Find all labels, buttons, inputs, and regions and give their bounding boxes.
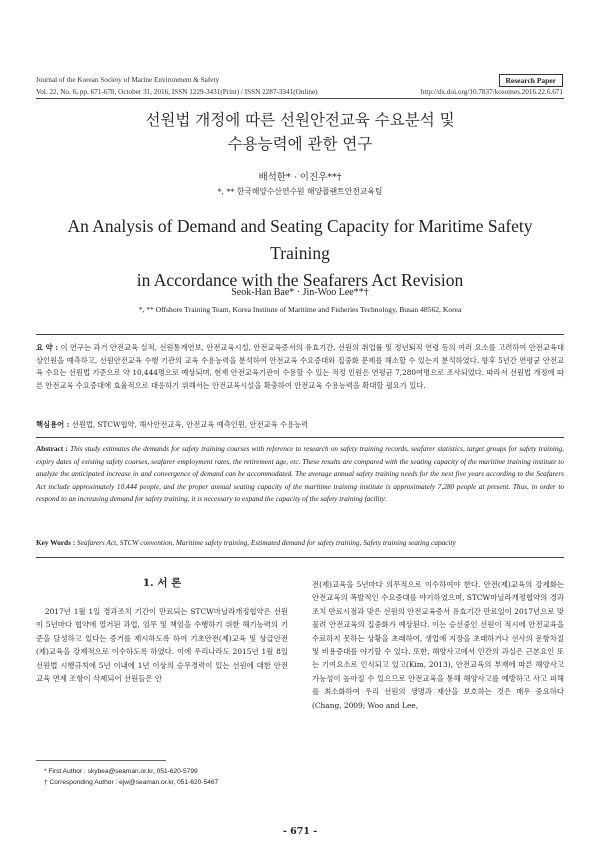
footnote-rule	[36, 760, 166, 761]
english-title-line-2: in Accordance with the Seafarers Act Revision	[136, 270, 464, 290]
english-title	[36, 213, 564, 294]
korean-keywords-text: 선원법, STCW협약, 해사안전교육, 안전교육 예측인원, 안전교육 수용능력	[71, 420, 309, 429]
english-abstract-text: This study estimates the demands for safety training courses with reference to research on safety training records, seafarer statistics, target groups for safety training, expiry dates of existing safety courses, seafarer employment rates, the retirement age, etc. These results are compared with the seating capacity of the maritime training institute to analyze the anticipated increase in and convergence of demand can be accommodated. The average annual safety training needs for the next five years according to the Seafarers Act include approximately 10,444 people, and the proper annual seating capacity of the maritime training institute is approximately 7,280 people at present. Thus, in order to respond to an increasing demand for safety training, it is necessary to expand the capacity of the safety training facility.	[36, 444, 564, 504]
doi-link[interactable]: http://dx.doi.org/10.7837/kosomes.2016.22.6.671	[420, 88, 563, 96]
korean-keywords-label: 핵심용어 :	[36, 420, 70, 429]
footnote-first-author: * First Author : skybea@seaman.or.kr, 051-620-5799	[44, 768, 198, 775]
abstract-rule-top	[36, 334, 564, 335]
korean-title	[36, 108, 564, 156]
korean-abstract-text: 이 연구는 과거 안전교육 실적, 선원통계연보, 안전교육시설, 안전교육증서의 유효기간, 선원의 취업률 및 정년퇴직 연령 등의 여러 요소를 고려하여 안전교육대상인원을 예측하고, 선원안전교육 수행 기관의 교육 수용능력을 분석하여 안전교육 수요증대와 집중화 문제를 해소할 수 있는지 분석하였다. 향후 5년간 연평균 안전교육 수요는 선원법 기준으로 약 10,444명으로 예상되며, 현재 안전교육기관이 수용할 수 있는 적정 인원은 연평균 7,280여명으로 조사되었다. 따라서 선원법 개정에 따른 안전교육 수요증대에 효율적으로 대응하기 위해서는 안전교육시설을 확충하여 안전교육 수용능력을 확대할 필요가 있다.	[36, 343, 564, 390]
abstract-rule-mid	[36, 437, 564, 438]
right-column-body: 전(제)교육을 5년마다 의무적으로 이수하여야 한다. 안전(제)교육의 강제화는 안전교육의 폭발적인 수요증대를 야기하였으며, STCW마닐라개정협약의 경과조치 만료시점과 맞은 선원의 안전교육증서 유효기간 만료일이 2017년으로 맞물려 안전교육의 집중화가 예상된다. 이는 승선중인 선원이 적시에 안전교육을 수료하지 못하는 상황을 초래하여, 생업에 지장을 초래하거나 선사의 운항차질 및 비용증대를 야기할 수 있다. 또한, 해양사고에서 인간의 과실은 근본요인 또는 기여요소로 인식되고 있고(Kim, 2013), 안전교육의 부재에 따른 해양사고 가능성이 높아질 수 있으므로 안전교육을 통해 해양사고를 예방하고 사고 피해를 최소화하여 우리 선원의 생명과 재산을 보호하는 것은 매우 중요하다(Chang, 2009; Woo and Lee,	[312, 580, 564, 710]
header-rule	[36, 98, 564, 99]
korean-abstract-label: 요 약 :	[36, 343, 59, 352]
left-column-body: 2017년 1월 1일 경과조치 기간이 만료되는 STCW마닐라개정협약은 선원이 5년마다 협약에 열거된 과업, 임무 및 책임을 수행하기 위한 해기능력의 기준을 달성하고 있다는 증거를 제시하도록 하여 기초안전(제)교육 및 상급안전(제)교육을 강제적으로 이수하도록 하였다. 이에 우리나라도 2015년 1월 8일 선원법 시행규칙에 5년 이내에 1년 이상의 승무경력이 있는 선원에 대한 안전교육 면제 조항이 삭제되어 선원들은 안	[36, 607, 288, 684]
footnote-corresponding-author: † Corresponding Author : ejw@seaman.or.kr, 051-620-5467	[44, 779, 219, 786]
korean-keywords	[36, 419, 564, 432]
volume-line: Vol. 22, No. 6, pp. 671-678, October 31, 2016, ISSN 1229-3431(Print) / ISSN 2287-3341(Online)	[36, 88, 318, 96]
korean-title-line-1: 선원법 개정에 따른 선원안전교육 수요분석 및	[145, 111, 455, 129]
korean-title-line-2: 수용능력에 관한 연구	[227, 135, 373, 153]
english-affiliation: *, ** Offshore Training Team, Korea Institute of Maritime and Fisheries Technology, Busan 48562, Korea	[138, 305, 462, 314]
english-abstract-label: Abstract :	[36, 444, 68, 453]
page-number: - 671 -	[282, 826, 318, 837]
english-title-line-1: An Analysis of Demand and Seating Capacity for Maritime Safety Training	[67, 216, 533, 263]
footnotes	[44, 766, 218, 788]
abstract-rule-bottom	[36, 557, 564, 558]
english-abstract	[36, 443, 564, 506]
korean-authors: 배석한* · 이진우**†	[258, 172, 342, 183]
journal-name: Journal of the Korean Society of Marine Environment & Safety	[36, 76, 220, 84]
english-keywords-label: Key Words :	[36, 538, 76, 547]
section-heading: 1. 서 론	[142, 577, 182, 589]
korean-affiliation: *, ** 한국해양수산연수원 해양플랜트안전교육팀	[217, 187, 383, 196]
korean-abstract	[36, 342, 564, 392]
english-authors: Seok-Han Bae* · Jin-Woo Lee**†	[231, 287, 369, 298]
english-keywords	[36, 537, 564, 550]
english-keywords-text: Seafarers Act, STCW convention, Maritime safety training, Estimated demand for safety training, Safety training seating capacity	[77, 538, 456, 547]
paper-type-badge: Research Paper	[499, 74, 563, 87]
